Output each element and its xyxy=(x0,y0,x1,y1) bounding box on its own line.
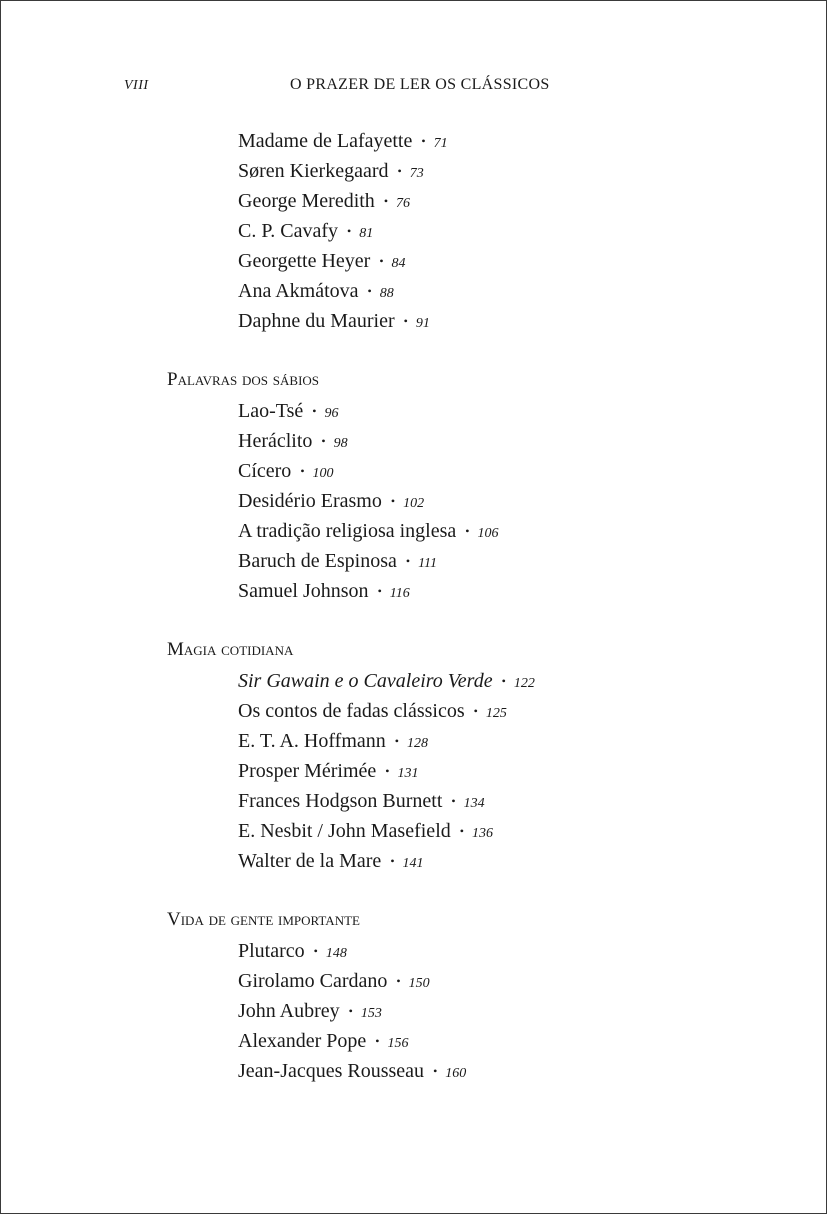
toc-entry xyxy=(238,156,424,186)
entry-page-number: 116 xyxy=(389,586,410,601)
toc-entry xyxy=(238,186,410,216)
entry-page-number: 134 xyxy=(463,796,485,811)
toc-entry xyxy=(238,516,498,546)
bullet-separator: • xyxy=(433,1064,438,1078)
entry-title: Os contos de fadas clássicos xyxy=(238,700,465,722)
entry-title: Ana Akmátova xyxy=(238,280,359,302)
entry-title: Heráclito xyxy=(238,430,313,452)
toc-entry xyxy=(238,426,348,456)
bullet-separator: • xyxy=(367,284,372,298)
entry-page-number: 102 xyxy=(403,496,425,511)
entry-page-number: 150 xyxy=(408,976,430,991)
entry-title: Georgette Heyer xyxy=(238,250,371,272)
entry-page-number: 73 xyxy=(409,166,424,181)
bullet-separator: • xyxy=(313,944,318,958)
toc-entry xyxy=(238,1056,466,1086)
toc-entry xyxy=(238,396,338,426)
entry-title: George Meredith xyxy=(238,190,375,212)
bullet-separator: • xyxy=(459,824,464,838)
toc-entry xyxy=(238,456,334,486)
entry-title: Desidério Erasmo xyxy=(238,490,382,512)
entry-title: C. P. Cavafy xyxy=(238,220,338,242)
bullet-separator: • xyxy=(421,134,426,148)
entry-title: Prosper Mérimée xyxy=(238,760,377,782)
entry-title: Frances Hodgson Burnett xyxy=(238,790,443,812)
bullet-separator: • xyxy=(348,1004,353,1018)
toc-entry xyxy=(238,486,424,516)
toc-entry xyxy=(238,816,493,846)
toc-entry xyxy=(238,786,485,816)
entry-page-number: 100 xyxy=(312,466,334,481)
toc-entry xyxy=(238,306,430,336)
toc-entry xyxy=(238,936,347,966)
bullet-separator: • xyxy=(451,794,456,808)
toc-entry xyxy=(238,1026,409,1056)
bullet-separator: • xyxy=(385,764,390,778)
entry-title: Plutarco xyxy=(238,940,305,962)
entry-title: Madame de Lafayette xyxy=(238,130,413,152)
entry-title: Alexander Pope xyxy=(238,1030,367,1052)
entry-page-number: 141 xyxy=(402,856,424,871)
toc-entry xyxy=(238,546,437,576)
entry-page-number: 136 xyxy=(471,826,493,841)
bullet-separator: • xyxy=(375,1034,380,1048)
toc-entry xyxy=(238,966,430,996)
entry-title: Daphne du Maurier xyxy=(238,310,395,332)
entry-page-number: 106 xyxy=(477,526,499,541)
bullet-separator: • xyxy=(379,254,384,268)
entry-page-number: 111 xyxy=(418,556,437,571)
entry-page-number: 122 xyxy=(513,676,535,691)
page-folio: VIII xyxy=(124,78,149,93)
bullet-separator: • xyxy=(321,434,326,448)
toc-entry xyxy=(238,726,428,756)
entry-title: John Aubrey xyxy=(238,1000,340,1022)
entry-title: Walter de la Mare xyxy=(238,850,382,872)
toc-entry xyxy=(238,246,406,276)
toc-entry xyxy=(238,276,394,306)
bullet-separator: • xyxy=(465,524,470,538)
entry-title: Søren Kierkegaard xyxy=(238,160,389,182)
bullet-separator: • xyxy=(396,974,401,988)
bullet-separator: • xyxy=(383,194,389,208)
bullet-separator: • xyxy=(347,224,352,238)
section-heading: Magia cotidiana xyxy=(167,639,294,660)
entry-page-number: 148 xyxy=(325,946,347,961)
entry-page-number: 91 xyxy=(415,316,430,331)
section-heading: Palavras dos sábios xyxy=(167,369,320,390)
bullet-separator: • xyxy=(397,164,402,178)
toc-entry xyxy=(238,846,424,876)
entry-title: Cícero xyxy=(238,460,292,482)
bullet-separator: • xyxy=(390,854,395,868)
bullet-separator: • xyxy=(312,404,317,418)
entry-title: Baruch de Espinosa xyxy=(238,550,397,572)
entry-title: Jean-Jacques Rousseau xyxy=(238,1060,425,1082)
entry-page-number: 125 xyxy=(485,706,507,721)
entry-title: E. T. A. Hoffmann xyxy=(238,730,386,752)
entry-page-number: 98 xyxy=(333,436,348,451)
toc-entry xyxy=(238,216,373,246)
entry-title: E. Nesbit / John Masefield xyxy=(238,820,451,842)
bullet-separator: • xyxy=(300,464,305,478)
entry-page-number: 71 xyxy=(433,136,448,151)
entry-title: Girolamo Cardano xyxy=(238,970,388,992)
bullet-separator: • xyxy=(390,494,396,508)
entry-title: A tradição religiosa inglesa xyxy=(238,520,457,542)
bullet-separator: • xyxy=(501,674,506,688)
entry-page-number: 81 xyxy=(359,226,374,241)
entry-title: Sir Gawain e o Cavaleiro Verde xyxy=(238,670,493,692)
entry-title: Lao-Tsé xyxy=(238,400,304,422)
entry-page-number: 88 xyxy=(379,286,394,301)
entry-page-number: 131 xyxy=(397,766,419,781)
toc-entry xyxy=(238,756,419,786)
toc-entry xyxy=(238,576,410,606)
bullet-separator: • xyxy=(377,584,382,598)
entry-page-number: 156 xyxy=(387,1036,409,1051)
entry-page-number: 76 xyxy=(396,196,411,211)
entry-page-number: 84 xyxy=(391,256,406,271)
book-title: O PRAZER DE LER OS CLÁSSICOS xyxy=(290,76,550,93)
entry-title: Samuel Johnson xyxy=(238,580,369,602)
toc-entry xyxy=(238,666,535,696)
running-head xyxy=(0,76,827,98)
bullet-separator: • xyxy=(473,704,478,718)
entry-page-number: 128 xyxy=(406,736,428,751)
section-heading: Vida de gente importante xyxy=(167,909,360,930)
entry-page-number: 96 xyxy=(324,406,339,421)
toc-entry xyxy=(238,996,382,1026)
bullet-separator: • xyxy=(394,734,399,748)
entry-page-number: 153 xyxy=(360,1006,382,1021)
toc-entry xyxy=(238,696,507,726)
toc-entry xyxy=(238,126,448,156)
bullet-separator: • xyxy=(403,314,408,328)
entry-page-number: 160 xyxy=(445,1066,467,1081)
bullet-separator: • xyxy=(405,554,411,568)
